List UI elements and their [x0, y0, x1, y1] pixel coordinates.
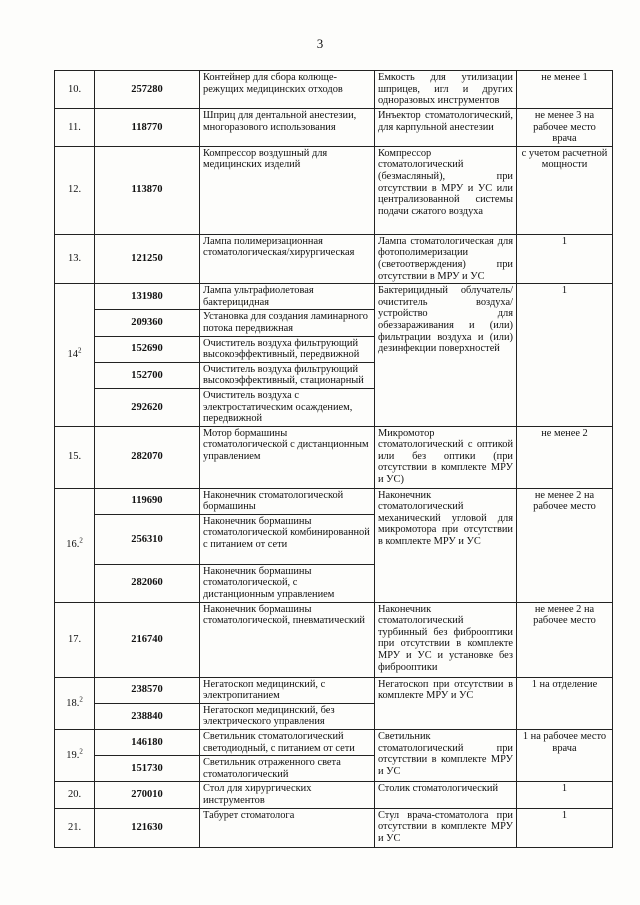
item-name: Наконечник стоматологической бормашины: [200, 488, 375, 514]
row-number-value: 19.: [66, 749, 80, 761]
row-number: [55, 284, 95, 427]
item-name: Очиститель воздуха фильтрующий высокоэффективный, стационарный: [200, 362, 375, 388]
table-row: [55, 730, 613, 756]
item-name: Лампа полимеризационная стоматологическая/хирургическая: [200, 234, 375, 283]
item-name: Наконечник бормашины стоматологической комбинированной с питанием от сети: [200, 514, 375, 564]
item-name: Наконечник бормашины стоматологической, пневматический: [200, 602, 375, 677]
item-name: Светильник стоматологический светодиодный, с питанием от сети: [200, 730, 375, 756]
item-code: 216740: [95, 602, 200, 677]
item-name: Негатоскоп медицинский, без электрического управления: [200, 703, 375, 729]
row-number-value: 18.: [66, 697, 80, 709]
item-quantity: не менее 1: [517, 71, 613, 109]
item-code: 118770: [95, 109, 200, 147]
item-name: Негатоскоп медицинский, с электропитанием: [200, 677, 375, 703]
item-name: Очиститель воздуха фильтрующий высокоэффективный, передвижной: [200, 336, 375, 362]
item-code: 257280: [95, 71, 200, 109]
row-number-value: 14: [67, 349, 78, 361]
item-description: Компрессор стоматологический (безмасляный), при отсутствии в МРУ и УС или централизованной системы подачи сжатого воздуха: [375, 146, 517, 234]
item-name: Светильник отраженного света стоматологический: [200, 756, 375, 782]
item-quantity: с учетом расчетной мощности: [517, 146, 613, 234]
item-quantity: 1 на рабочее место врача: [517, 730, 613, 782]
table-row: [55, 284, 613, 310]
row-number: 17.: [55, 602, 95, 677]
item-code: 121630: [95, 808, 200, 847]
item-name: Очиститель воздуха с электростатическим осаждением, передвижной: [200, 388, 375, 426]
item-code: 151730: [95, 756, 200, 782]
item-name: Контейнер для сбора колюще-режущих медицинских отходов: [200, 71, 375, 109]
item-quantity: не менее 2 на рабочее место: [517, 488, 613, 602]
row-number: [55, 488, 95, 602]
row-number: 15.: [55, 426, 95, 488]
item-description: Лампа стоматологическая для фотополимеризации (светоотверждения) при отсутствии в МРУ и УС: [375, 234, 517, 283]
item-code: 121250: [95, 234, 200, 283]
item-code: 256310: [95, 514, 200, 564]
row-number: 20.: [55, 782, 95, 808]
item-quantity: 1: [517, 782, 613, 808]
table-row: [55, 782, 613, 808]
page-number: 3: [316, 36, 324, 51]
table-row: [55, 146, 613, 234]
item-name: Стол для хирургических инструментов: [200, 782, 375, 808]
footnote-mark: 2: [78, 346, 82, 355]
row-number-value: 16.: [66, 539, 80, 551]
footnote-mark: 2: [79, 747, 83, 756]
item-name: Табурет стоматолога: [200, 808, 375, 847]
item-quantity: 1: [517, 284, 613, 427]
item-quantity: не менее 3 на рабочее место врача: [517, 109, 613, 147]
item-name: Компрессор воздушный для медицинских изделий: [200, 146, 375, 234]
item-description: Наконечник стоматологический турбинный без фиброоптики при отсутствии в комплекте МРУ и УС и установке без фиброоптики: [375, 602, 517, 677]
item-code: 270010: [95, 782, 200, 808]
table-row: [55, 488, 613, 514]
table-row: [55, 234, 613, 283]
item-code: 209360: [95, 310, 200, 336]
item-code: 119690: [95, 488, 200, 514]
item-description: Стул врача-стоматолога при отсутствии в комплекте МРУ и УС: [375, 808, 517, 847]
item-description: Бактерицидный облучатель/очиститель воздуха/устройство для обеззараживания и (или) фильтрации воздуха и (или) дезинфекции поверхностей: [375, 284, 517, 427]
row-number: [55, 677, 95, 729]
item-quantity: не менее 2 на рабочее место: [517, 602, 613, 677]
item-code: 238570: [95, 677, 200, 703]
item-description: Емкость для утилизации шприцев, игл и других одноразовых инструментов: [375, 71, 517, 109]
row-number: 13.: [55, 234, 95, 283]
item-quantity: 1 на отделение: [517, 677, 613, 729]
item-name: Шприц для дентальной анестезии, многоразового использования: [200, 109, 375, 147]
item-quantity: 1: [517, 234, 613, 283]
table-row: [55, 71, 613, 109]
item-code: 113870: [95, 146, 200, 234]
table-row: [55, 602, 613, 677]
item-name: Мотор бормашины стоматологической с дистанционным управлением: [200, 426, 375, 488]
item-quantity: 1: [517, 808, 613, 847]
equipment-table: [54, 70, 613, 848]
item-code: 146180: [95, 730, 200, 756]
item-code: 152690: [95, 336, 200, 362]
item-quantity: не менее 2: [517, 426, 613, 488]
item-name: Установка для создания ламинарного потока передвижная: [200, 310, 375, 336]
item-code: 282060: [95, 564, 200, 602]
footnote-mark: 2: [79, 695, 83, 704]
item-code: 152700: [95, 362, 200, 388]
item-code: 292620: [95, 388, 200, 426]
table-row: [55, 808, 613, 847]
table-row: [55, 109, 613, 147]
table-row: [55, 677, 613, 703]
row-number: 10.: [55, 71, 95, 109]
footnote-mark: 2: [79, 536, 83, 545]
item-description: Наконечник стоматологический механический угловой для микромотора при отсутствии в комплекте МРУ и УС: [375, 488, 517, 602]
item-code: 282070: [95, 426, 200, 488]
item-description: Негатоскоп при отсутствии в комплекте МРУ и УС: [375, 677, 517, 729]
item-description: Столик стоматологический: [375, 782, 517, 808]
item-description: Микромотор стоматологический с оптикой или без оптики (при отсутствии в комплекте МРУ и УС): [375, 426, 517, 488]
row-number: 11.: [55, 109, 95, 147]
row-number: 12.: [55, 146, 95, 234]
item-description: Светильник стоматологический при отсутствии в комплекте МРУ и УС: [375, 730, 517, 782]
item-description: Инъектор стоматологический, для карпульной анестезии: [375, 109, 517, 147]
item-code: 238840: [95, 703, 200, 729]
row-number: [55, 730, 95, 782]
row-number: 21.: [55, 808, 95, 847]
table-row: [55, 426, 613, 488]
item-name: Лампа ультрафиолетовая бактерицидная: [200, 284, 375, 310]
item-name: Наконечник бормашины стоматологической, с дистанционным управлением: [200, 564, 375, 602]
item-code: 131980: [95, 284, 200, 310]
